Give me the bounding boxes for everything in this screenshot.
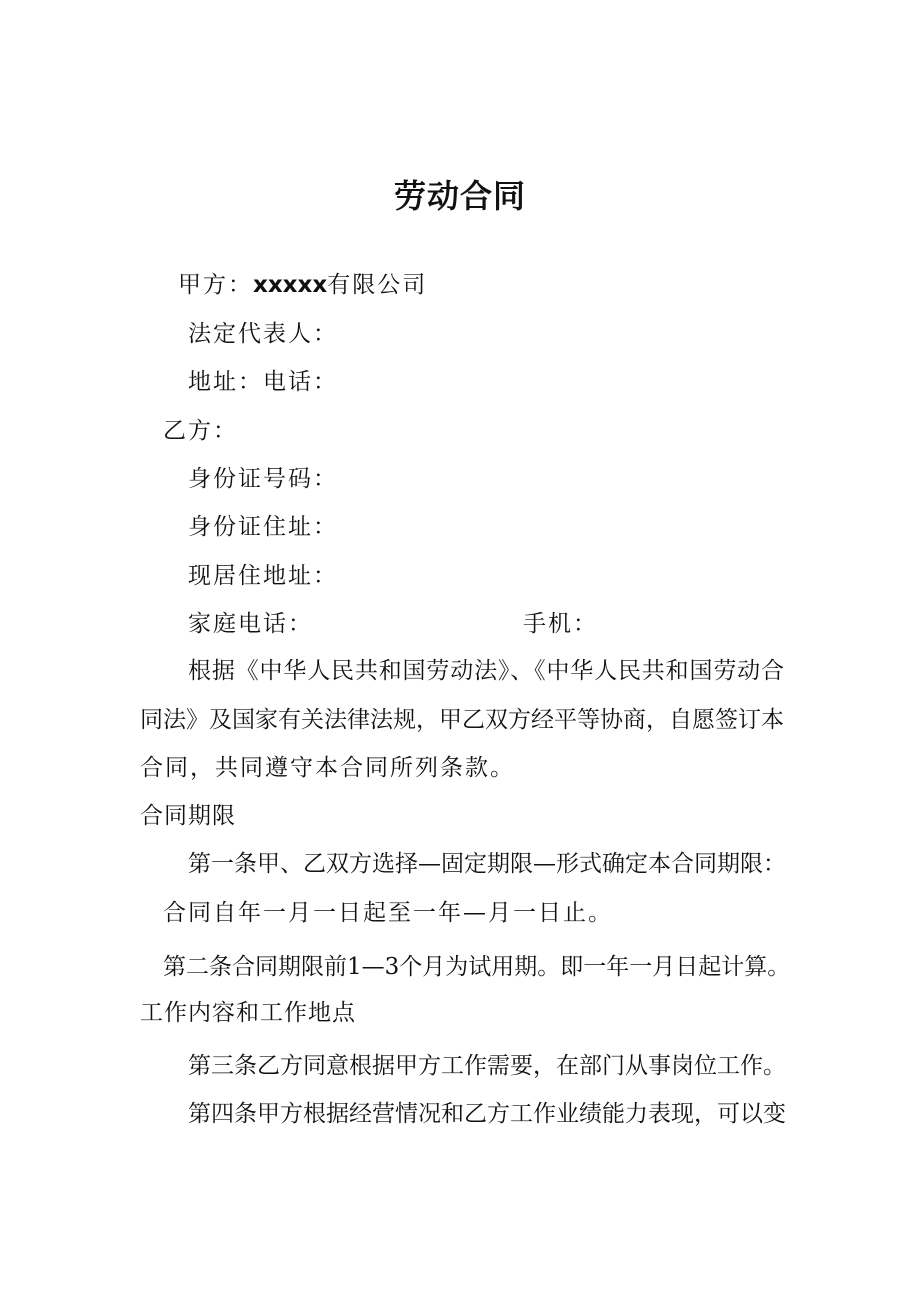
preamble-line-2: 同法》及国家有关法律法规，甲乙双方经平等协商，自愿签订本 bbox=[140, 707, 784, 733]
legal-representative-field: 法定代表人： bbox=[188, 321, 338, 347]
preamble-line-3: 合同，共同遵守本合同所列条款。 bbox=[140, 755, 515, 781]
party-a-address-phone-field: 地址：电话： bbox=[188, 369, 338, 395]
current-address-field: 现居住地址： bbox=[188, 563, 338, 589]
party-a-name-placeholder: xxxxx bbox=[253, 272, 328, 298]
phone-line bbox=[188, 609, 598, 639]
preamble-line-1: 根据《中华人民共和国劳动法》、《中华人民共和国劳动合 bbox=[188, 658, 784, 684]
section-heading-term: 合同期限 bbox=[140, 803, 236, 829]
document-title: 劳动合同 bbox=[393, 177, 526, 215]
party-a-name-suffix: 有限公司 bbox=[327, 272, 428, 298]
party-a-line bbox=[178, 270, 427, 300]
party-a-label: 甲方： bbox=[178, 272, 253, 298]
id-address-field: 身份证住址： bbox=[188, 514, 338, 540]
mobile-field: 手机： bbox=[523, 611, 598, 637]
article-1-line-1: 第一条甲、乙双方选择—固定期限—形式确定本合同期限： bbox=[188, 851, 786, 877]
article-2: 第二条合同期限前1—3个月为试用期。即一年一月日起计算。 bbox=[163, 954, 791, 980]
party-b-label: 乙方： bbox=[163, 418, 238, 444]
article-3: 第三条乙方同意根据甲方工作需要，在部门从事岗位工作。 bbox=[188, 1053, 786, 1079]
article-1-line-2: 合同自年一月一日起至一年—月一日止。 bbox=[163, 900, 613, 926]
home-phone-field: 家庭电话： bbox=[188, 611, 313, 637]
id-number-field: 身份证号码： bbox=[188, 466, 338, 492]
section-heading-work: 工作内容和工作地点 bbox=[140, 1000, 356, 1026]
article-4: 第四条甲方根据经营情况和乙方工作业绩能力表现，可以变 bbox=[188, 1101, 786, 1127]
